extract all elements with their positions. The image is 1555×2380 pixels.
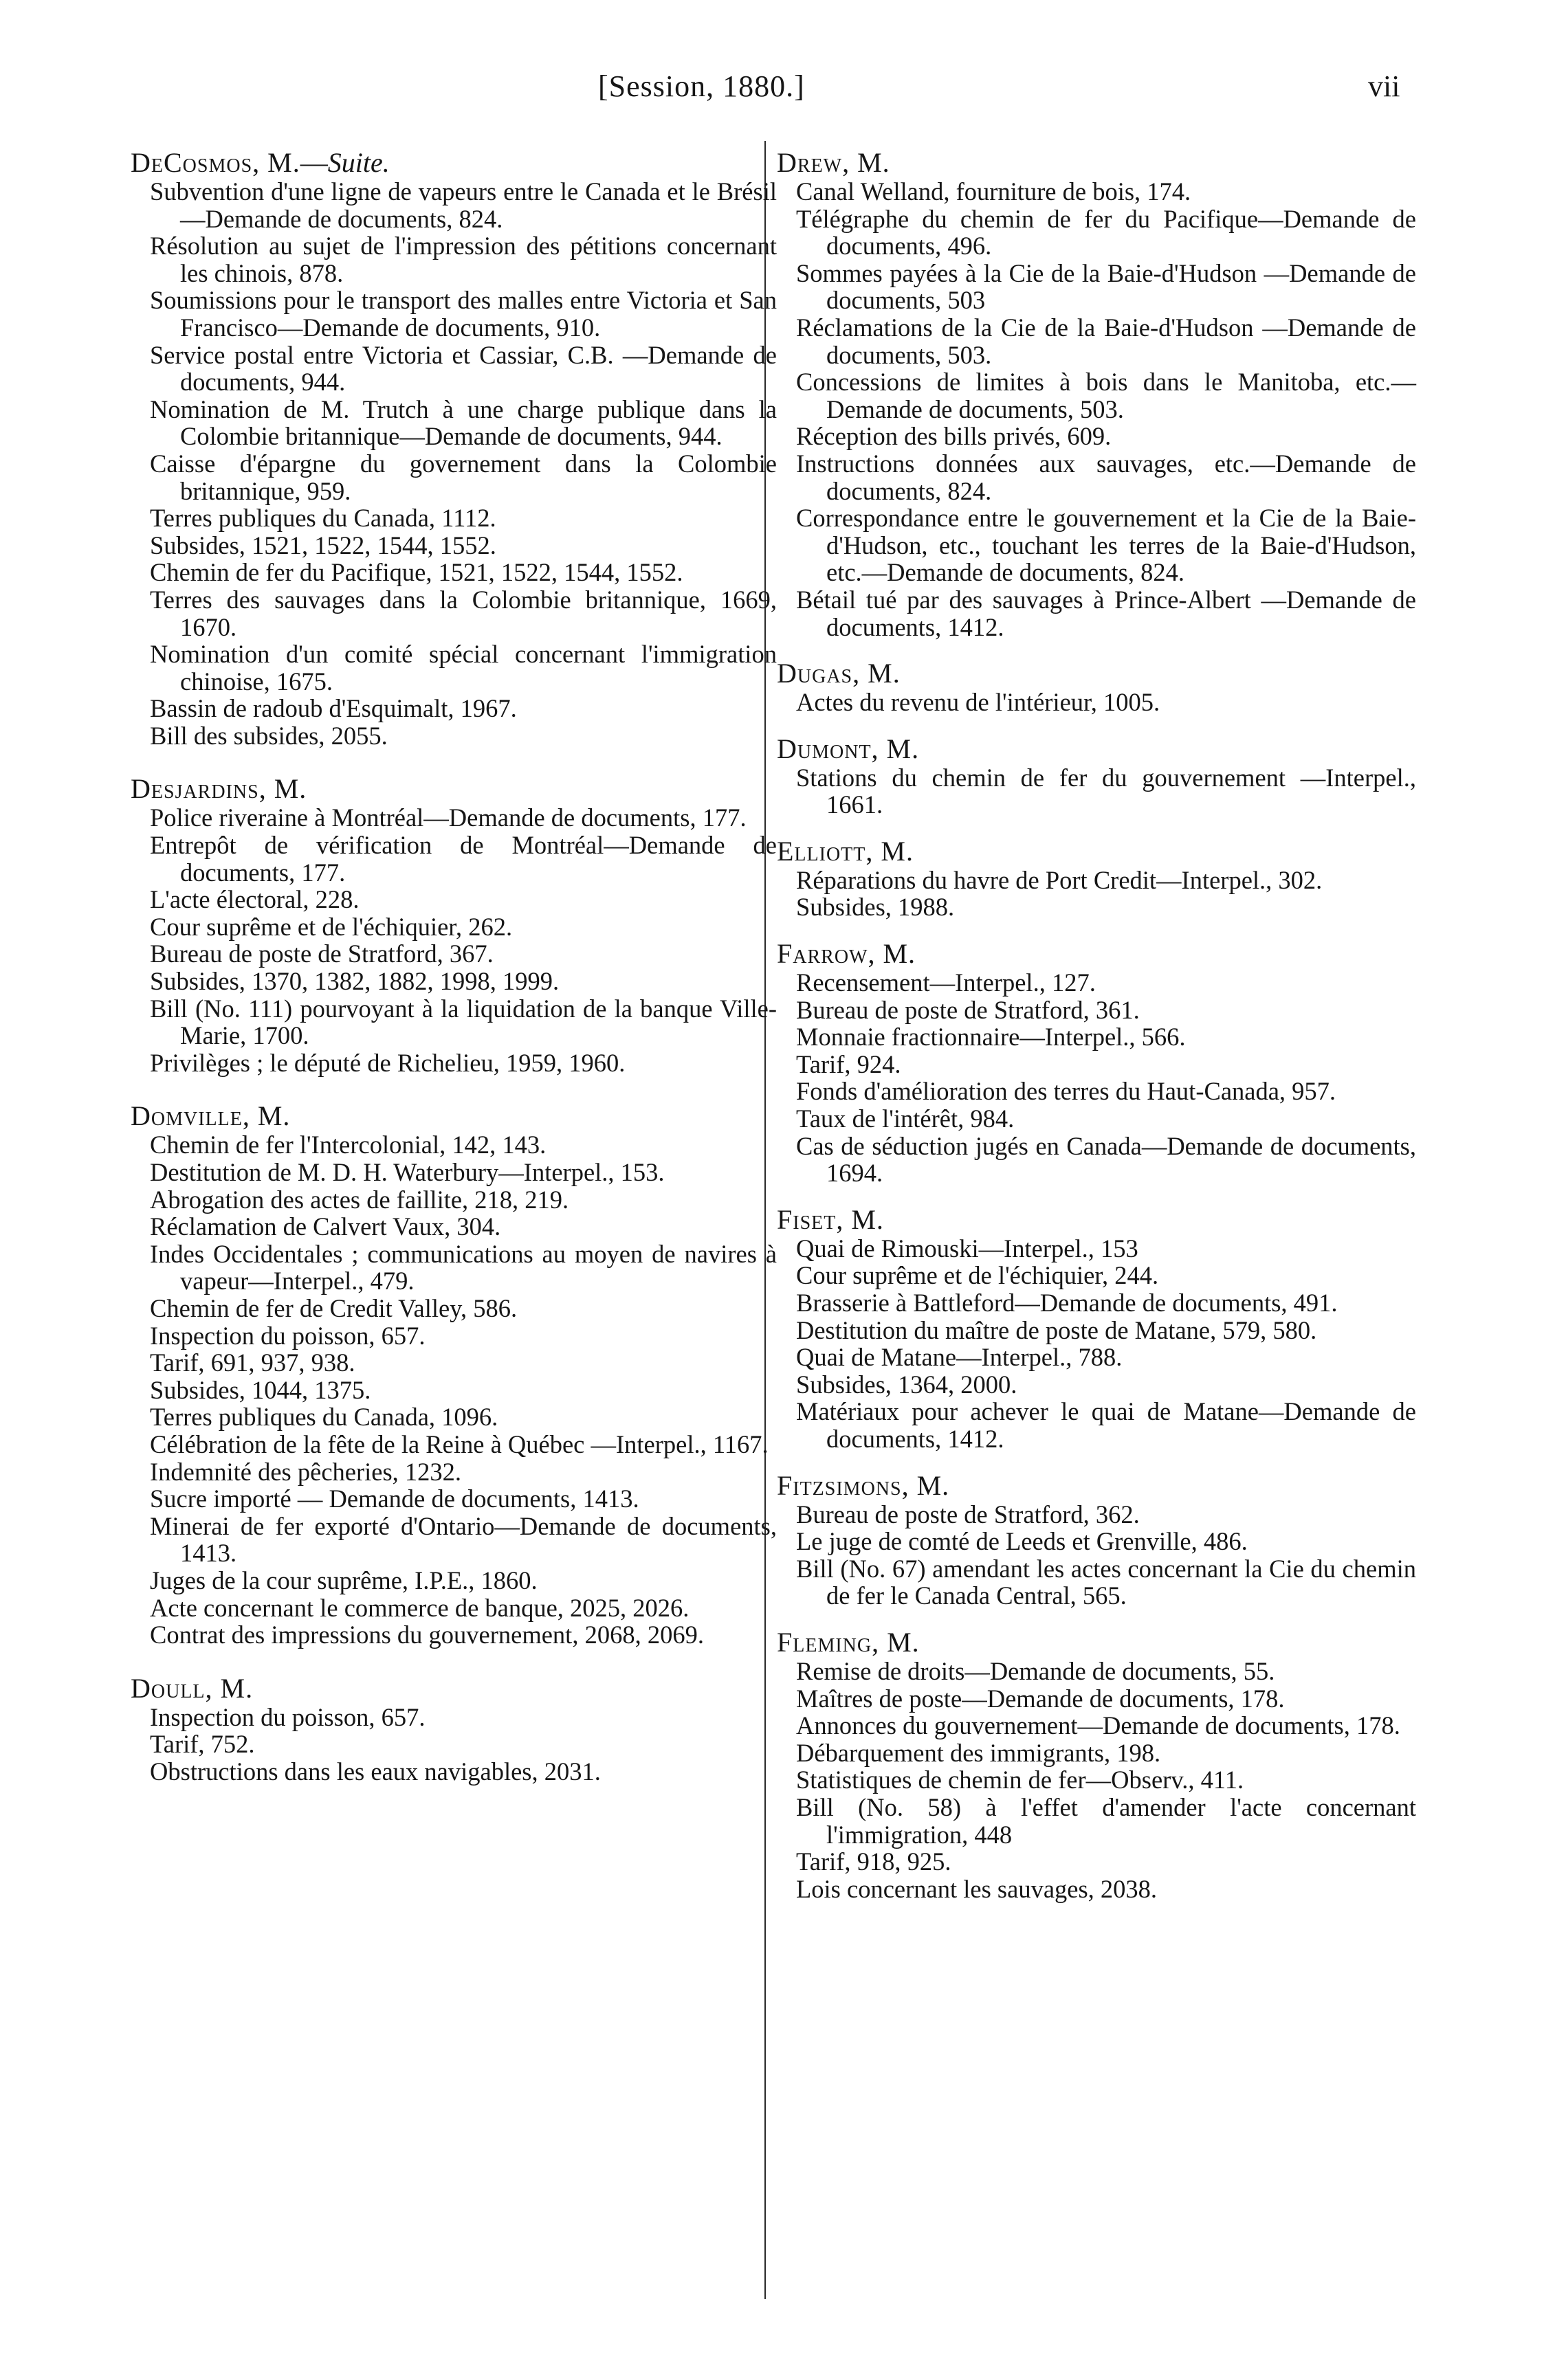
member-heading: DeCosmos, M.—Suite. — [131, 147, 390, 178]
index-entry: Annonces du gouvernement—Demande de documents, 178. — [796, 1711, 1400, 1740]
member-name: Farrow, M. — [777, 938, 916, 970]
session-label: [Session, 1880.] — [598, 69, 805, 103]
index-section — [777, 734, 1416, 819]
index-entry: Statistiques de chemin de fer—Observ., 411. — [796, 1766, 1244, 1794]
member-heading — [777, 658, 1416, 689]
index-entry: Entrepôt de vérification de Montréal—Demande de documents, 177. — [150, 831, 777, 887]
entry-list — [796, 764, 1416, 819]
page-number: vii — [1368, 69, 1400, 103]
member-heading — [777, 148, 1416, 178]
index-entry: Nomination de M. Trutch à une charge publique dans la Colombie britannique—Demande de documents, 944. — [150, 394, 777, 451]
index-section — [777, 658, 1416, 716]
index-entry: Matériaux pour achever le quai de Matane—Demande de documents, 1412. — [796, 1397, 1416, 1453]
index-entry: Privilèges ; le député de Richelieu, 1959, 1960. — [150, 1048, 626, 1077]
index-entry: Minerai de fer exporté d'Ontario—Demande de documents, 1413. — [150, 1511, 777, 1568]
index-entry: Cour suprême et de l'échiquier, 262. — [150, 912, 513, 941]
running-header — [0, 69, 1555, 117]
index-entry: Réclamation de Calvert Vaux, 304. — [150, 1212, 501, 1241]
index-section — [777, 1205, 1416, 1453]
index-entry: Inspection du poisson, 657. — [150, 1702, 426, 1731]
index-entry: Le juge de comté de Leeds et Grenville, 486. — [796, 1527, 1248, 1556]
index-entry: Subsides, 1521, 1522, 1544, 1552. — [150, 531, 496, 559]
index-entry: Indes Occidentales ; communications au moyen de navires à vapeur—Interpel., 479. — [150, 1239, 777, 1295]
index-entry: Subsides, 1044, 1375. — [150, 1375, 371, 1404]
member-name: DeCosmos, M. — [131, 147, 300, 178]
member-heading — [777, 836, 1416, 867]
member-heading — [777, 939, 1416, 969]
index-entry: Fonds d'amélioration des terres du Haut-Canada, 957. — [796, 1077, 1336, 1106]
member-name: Drew, M. — [777, 147, 890, 178]
index-entry: Bureau de poste de Stratford, 361. — [796, 995, 1140, 1024]
index-entry: Instructions données aux sauvages, etc.—Demande de documents, 824. — [796, 449, 1416, 505]
member-name: Domville, M. — [131, 1100, 291, 1132]
index-entry: Bétail tué par des sauvages à Prince-Albert —Demande de documents, 1412. — [796, 585, 1416, 641]
member-heading — [131, 1101, 777, 1131]
index-entry: Obstructions dans les eaux navigables, 2031. — [150, 1757, 601, 1786]
index-entry: Terres publiques du Canada, 1112. — [150, 504, 496, 533]
left-column — [131, 148, 777, 1810]
index-entry: Destitution du maître de poste de Matane, 579, 580. — [796, 1315, 1317, 1344]
index-entry: Tarif, 691, 937, 938. — [150, 1348, 355, 1377]
index-entry: Caisse d'épargne du governement dans la Colombie britannique, 959. — [150, 449, 777, 505]
index-entry: Célébration de la fête de la Reine à Québec —Interpel., 1167. — [150, 1430, 769, 1458]
index-entry: Tarif, 752. — [150, 1730, 255, 1759]
index-entry: Télégraphe du chemin de fer du Pacifique—Demande de documents, 496. — [796, 204, 1416, 260]
index-entry: Débarquement des immigrants, 198. — [796, 1738, 1161, 1767]
member-suffix: Suite. — [327, 147, 390, 178]
member-heading — [131, 1673, 777, 1704]
member-name: Dugas, M. — [777, 658, 901, 689]
index-entry: Abrogation des actes de faillite, 218, 219. — [150, 1185, 569, 1214]
index-section — [777, 1627, 1416, 1902]
index-entry: Bill (No. 67) amendant les actes concernant la Cie du chemin de fer le Canada Central, 565. — [796, 1554, 1416, 1610]
entry-list — [796, 1501, 1416, 1610]
right-column — [777, 148, 1416, 1920]
index-entry: Taux de l'intérêt, 984. — [796, 1104, 1015, 1133]
index-entry: Acte concernant le commerce de banque, 2025, 2026. — [150, 1593, 690, 1622]
index-entry: Service postal entre Victoria et Cassiar, C.B. —Demande de documents, 944. — [150, 340, 777, 397]
index-section — [777, 836, 1416, 921]
member-name: Fitzsimons, M. — [777, 1469, 950, 1501]
index-entry: Police riveraine à Montréal—Demande de documents, 177. — [150, 803, 747, 832]
index-section — [777, 939, 1416, 1187]
index-entry: Tarif, 918, 925. — [796, 1847, 951, 1876]
entry-list — [150, 804, 777, 1076]
index-entry: L'acte électoral, 228. — [150, 885, 360, 914]
entry-list — [150, 178, 777, 749]
index-entry: Destitution de M. D. H. Waterbury—Interpel., 153. — [150, 1158, 665, 1186]
index-entry: Bill des subsides, 2055. — [150, 721, 388, 750]
entry-list — [796, 969, 1416, 1187]
index-entry: Réclamations de la Cie de la Baie-d'Hudson —Demande de documents, 503. — [796, 313, 1416, 369]
member-heading — [777, 1627, 1416, 1658]
index-entry: Terres des sauvages dans la Colombie britannique, 1669, 1670. — [150, 585, 777, 641]
member-name: Desjardins, M. — [131, 773, 307, 805]
entry-list — [796, 867, 1416, 921]
member-heading — [131, 774, 777, 804]
index-entry: Brasserie à Battleford—Demande de documents, 491. — [796, 1289, 1338, 1317]
member-name: Doull, M. — [131, 1672, 254, 1704]
member-heading — [777, 1205, 1416, 1235]
member-heading — [777, 734, 1416, 764]
index-section — [131, 774, 777, 1076]
index-section — [131, 1101, 777, 1648]
index-entry: Sommes payées à la Cie de la Baie-d'Hudson —Demande de documents, 503 — [796, 258, 1416, 315]
entry-list — [796, 1658, 1416, 1902]
index-entry: Maîtres de poste—Demande de documents, 178. — [796, 1684, 1285, 1713]
index-entry: Terres publiques du Canada, 1096. — [150, 1403, 498, 1432]
entry-list — [150, 1131, 777, 1648]
index-entry: Bassin de radoub d'Esquimalt, 1967. — [150, 694, 517, 723]
member-name: Fiset, M. — [777, 1203, 884, 1235]
index-section — [777, 148, 1416, 641]
index-entry: Correspondance entre le gouvernement et la Cie de la Baie-d'Hudson, etc., touchant les terres de la Baie-d'Hudson, etc.—Demande de documents, 824. — [796, 504, 1416, 587]
index-entry: Nomination d'un comité spécial concernant l'immigration chinoise, 1675. — [150, 640, 777, 696]
index-section — [777, 1471, 1416, 1610]
index-entry: Lois concernant les sauvages, 2038. — [796, 1874, 1158, 1903]
entry-list — [796, 689, 1416, 716]
index-entry: Bill (No. 111) pourvoyant à la liquidation de la banque Ville-Marie, 1700. — [150, 994, 777, 1050]
index-entry: Réception des bills privés, 609. — [796, 422, 1112, 451]
index-entry: Stations du chemin de fer du gouvernement —Interpel., 1661. — [796, 763, 1416, 819]
index-entry: Bureau de poste de Stratford, 362. — [796, 1500, 1140, 1528]
index-entry: Juges de la cour suprême, I.P.E., 1860. — [150, 1566, 538, 1594]
index-entry: Subvention d'une ligne de vapeurs entre le Canada et le Brésil—Demande de documents, 824. — [150, 177, 777, 233]
index-entry: Canal Welland, fourniture de bois, 174. — [796, 177, 1191, 205]
member-heading — [777, 1471, 1416, 1501]
index-entry: Recensement—Interpel., 127. — [796, 968, 1096, 997]
index-entry: Chemin de fer l'Intercolonial, 142, 143. — [150, 1131, 547, 1159]
member-name: Dumont, M. — [777, 733, 920, 764]
index-entry: Concessions de limites à bois dans le Manitoba, etc.—Demande de documents, 503. — [796, 368, 1416, 423]
index-entry: Soumissions pour le transport des malles entre Victoria et San Francisco—Demande de documents, 910. — [150, 286, 777, 342]
index-entry: Quai de Matane—Interpel., 788. — [796, 1343, 1123, 1372]
index-entry: Remise de droits—Demande de documents, 55. — [796, 1656, 1275, 1685]
index-entry: Tarif, 924. — [796, 1049, 901, 1078]
index-section — [131, 1673, 777, 1786]
index-entry: Chemin de fer du Pacifique, 1521, 1522, 1544, 1552. — [150, 558, 683, 587]
index-entry: Subsides, 1370, 1382, 1882, 1998, 1999. — [150, 967, 560, 996]
index-entry: Subsides, 1988. — [796, 893, 955, 922]
index-entry: Chemin de fer de Credit Valley, 586. — [150, 1293, 518, 1322]
entry-list — [796, 1235, 1416, 1453]
member-name: Elliott, M. — [777, 835, 914, 867]
index-entry: Quai de Rimouski—Interpel., 153 — [796, 1234, 1138, 1263]
index-entry: Bureau de poste de Stratford, 367. — [150, 939, 494, 968]
index-entry: Réparations du havre de Port Credit—Interpel., 302. — [796, 865, 1323, 894]
entry-list — [150, 1704, 777, 1786]
index-entry: Inspection du poisson, 657. — [150, 1321, 426, 1350]
index-entry: Cas de séduction jugés en Canada—Demande de documents, 1694. — [796, 1131, 1416, 1188]
member-name: Fleming, M. — [777, 1626, 920, 1658]
index-entry: Cour suprême et de l'échiquier, 244. — [796, 1261, 1159, 1290]
index-section — [131, 148, 777, 749]
index-entry: Résolution au sujet de l'impression des pétitions concernant les chinois, 878. — [150, 232, 777, 287]
index-entry: Indemnité des pêcheries, 1232. — [150, 1457, 462, 1486]
index-entry: Subsides, 1364, 2000. — [796, 1370, 1017, 1399]
index-entry: Actes du revenu de l'intérieur, 1005. — [796, 688, 1160, 717]
index-entry: Sucre importé — Demande de documents, 1413. — [150, 1484, 639, 1513]
index-entry: Contrat des impressions du gouvernement, 2068, 2069. — [150, 1621, 704, 1649]
index-entry: Bill (No. 58) à l'effet d'amender l'acte concernant l'immigration, 448 — [796, 1792, 1416, 1849]
index-entry: Monnaie fractionnaire—Interpel., 566. — [796, 1023, 1186, 1052]
entry-list — [796, 178, 1416, 641]
